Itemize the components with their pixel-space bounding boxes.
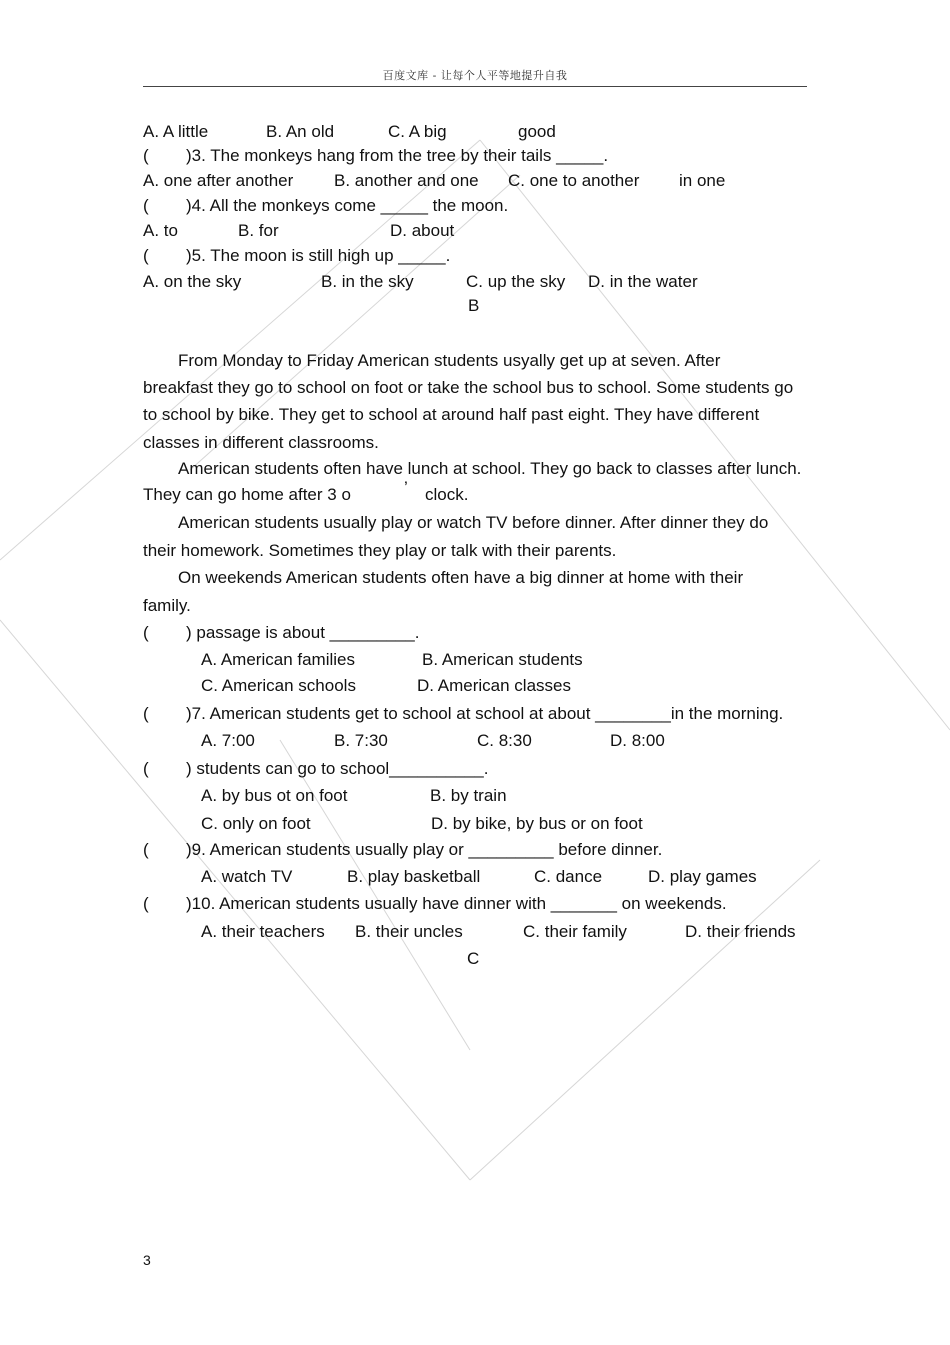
q9-option-d: D. play games xyxy=(648,867,757,886)
q6-paren: ( xyxy=(143,623,149,642)
passage-p3-line1: American students usually play or watch TV before dinner. After dinner they do xyxy=(178,513,769,532)
q3-stem: )3. The monkeys hang from the tree by their tails _____. xyxy=(186,146,609,165)
passage-p4-line2: family. xyxy=(143,596,191,615)
q10-option-b: B. their uncles xyxy=(355,922,463,941)
passage-p2-line2a: They can go home after 3 o xyxy=(143,485,351,504)
q3-option-b: B. another and one xyxy=(334,171,479,190)
q10-paren: ( xyxy=(143,894,149,913)
q9-option-b: B. play basketball xyxy=(347,867,481,886)
page-number: 3 xyxy=(143,1252,151,1268)
header-rule xyxy=(143,86,807,87)
q5-option-a: A. on the sky xyxy=(143,272,242,291)
q7-paren: ( xyxy=(143,704,149,723)
q9-paren: ( xyxy=(143,840,149,859)
q2-option-a: A. A little xyxy=(143,122,209,141)
q9-option-a: A. watch TV xyxy=(201,867,293,886)
q8-option-c: C. only on foot xyxy=(201,814,311,833)
passage-p3-line2: their homework. Sometimes they play or talk with their parents. xyxy=(143,541,617,560)
q5-option-d: D. in the water xyxy=(588,272,698,291)
q6-stem: ) passage is about _________. xyxy=(186,623,420,642)
q3-option-c: C. one to another xyxy=(508,171,640,190)
q5-paren: ( xyxy=(143,246,149,265)
q5-option-b: B. in the sky xyxy=(321,272,414,291)
q6-option-b: B. American students xyxy=(422,650,583,669)
q4-option-b: B. for xyxy=(238,221,279,240)
q7-stem: )7. American students get to school at school at about ________in the morning. xyxy=(186,704,784,723)
passage-p4-line1: On weekends American students often have a big dinner at home with their xyxy=(178,568,744,587)
passage-p2-line2b: clock. xyxy=(425,485,469,504)
q4-option-a: A. to xyxy=(143,221,178,240)
section-c-label: C xyxy=(467,949,480,968)
q10-stem: )10. American students usually have dinner with _______ on weekends. xyxy=(186,894,727,913)
q6-option-a: A. American families xyxy=(201,650,355,669)
q5-option-c: C. up the sky xyxy=(466,272,566,291)
passage-p2-line1: American students often have lunch at school. They go back to classes after lunch. xyxy=(178,459,802,478)
q2-option-d: good xyxy=(518,122,556,141)
q2-option-b: B. An old xyxy=(266,122,335,141)
q6-option-c: C. American schools xyxy=(201,676,356,695)
q7-option-a: A. 7:00 xyxy=(201,731,255,750)
q6-option-d: D. American classes xyxy=(417,676,571,695)
q4-stem: )4. All the monkeys come _____ the moon. xyxy=(186,196,509,215)
q9-stem: )9. American students usually play or _________ before dinner. xyxy=(186,840,663,859)
q4-option-d: D. about xyxy=(390,221,455,240)
q2-option-c: C. A big xyxy=(388,122,447,141)
q3-option-d: in one xyxy=(679,171,726,190)
q7-option-b: B. 7:30 xyxy=(334,731,388,750)
passage-p1-line3: to school by bike. They get to school at around half past eight. They have different xyxy=(143,405,760,424)
q4-paren: ( xyxy=(143,196,149,215)
q10-option-a: A. their teachers xyxy=(201,922,325,941)
section-b-label: B xyxy=(468,296,480,315)
q8-stem: ) students can go to school__________. xyxy=(186,759,489,778)
q3-paren: ( xyxy=(143,146,149,165)
q9-option-c: C. dance xyxy=(534,867,603,886)
page-header: 百度文库 - 让每个人平等地提升自我 xyxy=(382,69,568,82)
q8-paren: ( xyxy=(143,759,149,778)
q8-option-a: A. by bus ot on foot xyxy=(201,786,348,805)
passage-p2-apostrophe: ’ xyxy=(404,478,408,497)
q8-option-d: D. by bike, by bus or on foot xyxy=(431,814,643,833)
passage-p1-line4: classes in different classrooms. xyxy=(143,433,379,452)
q10-option-d: D. their friends xyxy=(685,922,796,941)
q5-stem: )5. The moon is still high up _____. xyxy=(186,246,451,265)
q8-option-b: B. by train xyxy=(430,786,507,805)
passage-p1-line2: breakfast they go to school on foot or take the school bus to school. Some students go xyxy=(143,378,794,397)
q3-option-a: A. one after another xyxy=(143,171,294,190)
q10-option-c: C. their family xyxy=(523,922,627,941)
passage-p1-line1: From Monday to Friday American students usyally get up at seven. After xyxy=(178,351,721,370)
q7-option-c: C. 8:30 xyxy=(477,731,532,750)
q7-option-d: D. 8:00 xyxy=(610,731,665,750)
